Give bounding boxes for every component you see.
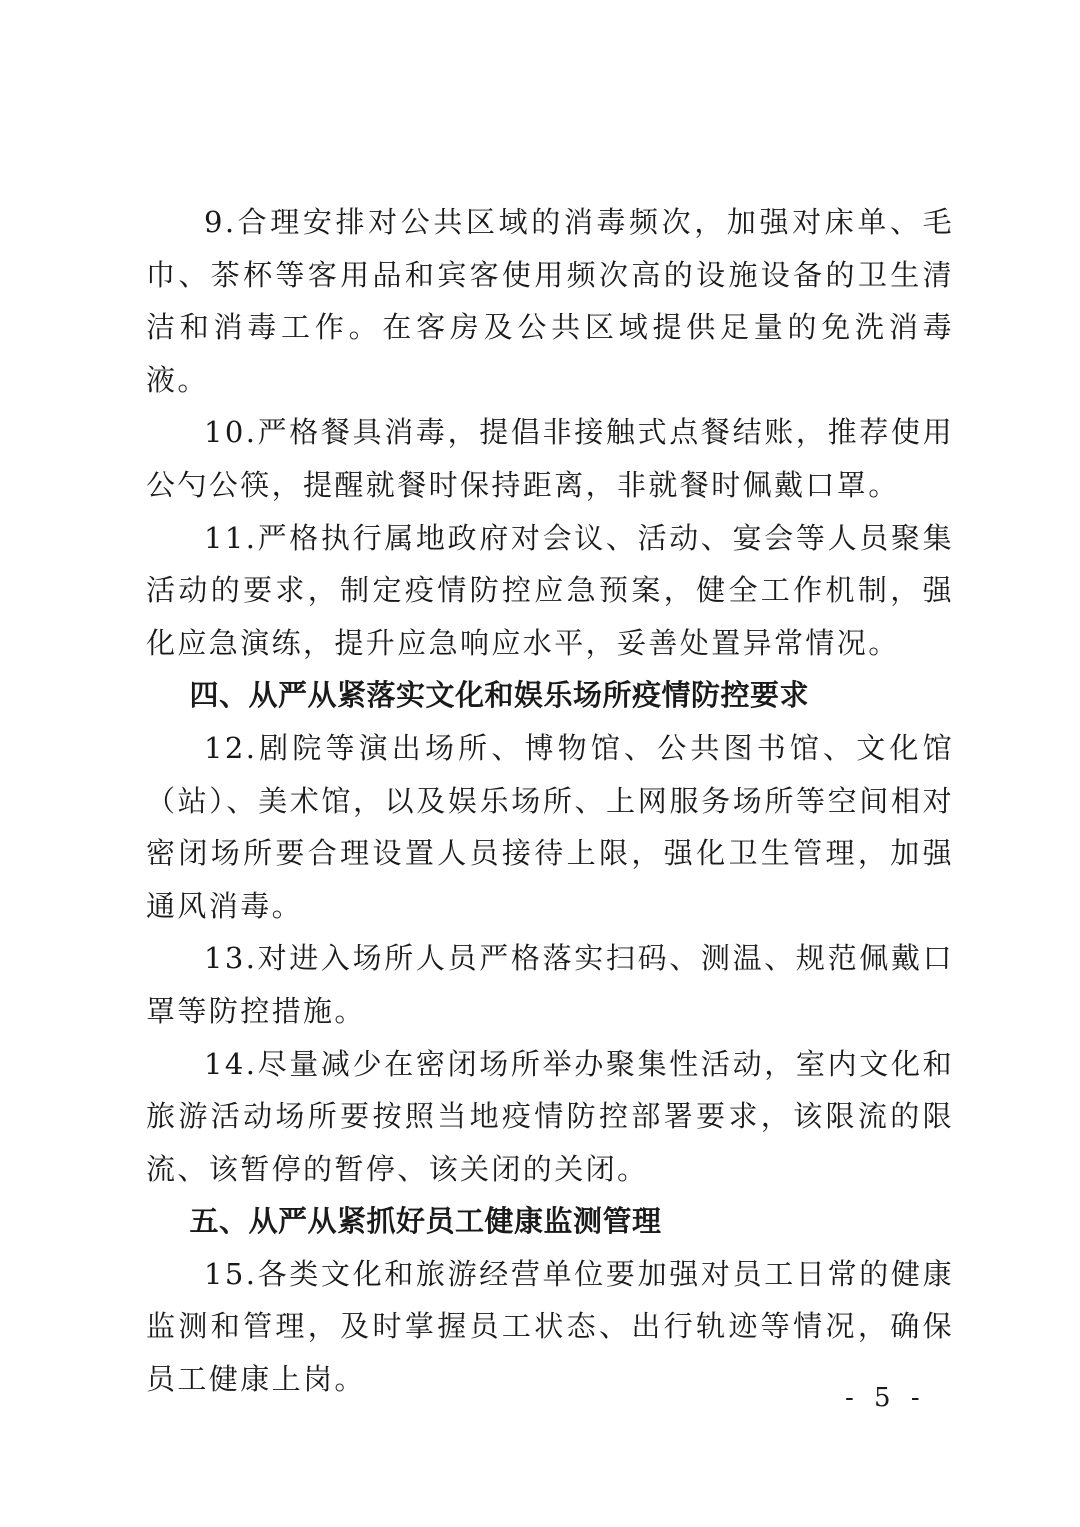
document-body (146, 196, 954, 1406)
paragraph-item-10: 10.严格餐具消毒，提倡非接触式点餐结账，推荐使用公勺公筷，提醒就餐时保持距离，非就餐时佩戴口罩。 (146, 415, 954, 502)
paragraph-item-14: 14.尽量减少在密闭场所举办聚集性活动，室内文化和旅游活动场所要按照当地疫情防控部署要求，该限流的限流、该暂停的暂停、该关闭的关闭。 (146, 1046, 954, 1186)
paragraph-item-13: 13.对进入场所人员严格落实扫码、测温、规范佩戴口罩等防控措施。 (146, 941, 954, 1028)
section-heading-5: 五、从严从紧抓好员工健康监测管理 (189, 1204, 662, 1239)
page-number: - 5 - (845, 1383, 926, 1413)
section-heading-4: 四、从严从紧落实文化和娱乐场所疫情防控要求 (189, 678, 810, 713)
paragraph-item-11: 11.严格执行属地政府对会议、活动、宴会等人员聚集活动的要求，制定疫情防控应急预案，健全工作机制，强化应急演练，提升应急响应水平，妥善处置异常情况。 (146, 520, 954, 660)
paragraph-item-12: 12.剧院等演出场所、博物馆、公共图书馆、文化馆（站）、美术馆，以及娱乐场所、上网服务场所等空间相对密闭场所要合理设置人员接待上限，强化卫生管理，加强通风消毒。 (146, 730, 954, 923)
paragraph-item-9: 9.合理安排对公共区域的消毒频次，加强对床单、毛巾、茶杯等客用品和宾客使用频次高的设施设备的卫生清洁和消毒工作。在客房及公共区域提供足量的免洗消毒液。 (146, 205, 954, 397)
paragraph-item-15: 15.各类文化和旅游经营单位要加强对员工日常的健康监测和管理，及时掌握员工状态、出行轨迹等情况，确保员工健康上岗。 (146, 1256, 954, 1397)
